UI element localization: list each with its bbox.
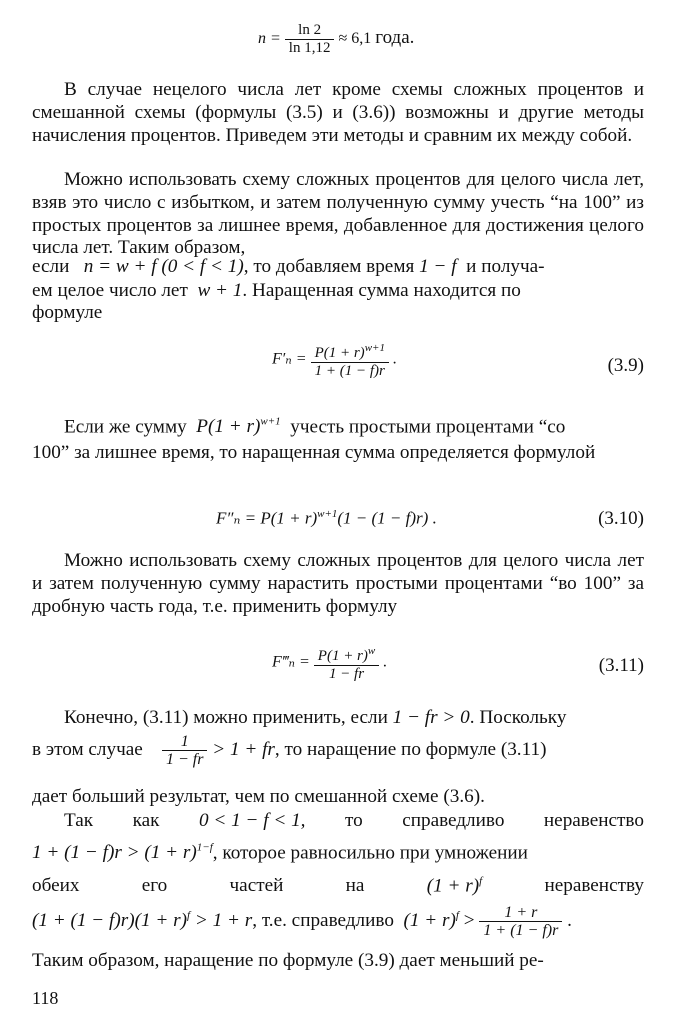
paragraph-2: Можно использовать схему сложных процентов для целого числа лет, взяв это число с избытком, и затем полученную сумму учесть “на 100” из простых процентов за лишнее время, добавленное для достижения целого числа лет. Таким образом,	[32, 169, 644, 259]
paragraph-7-line-1: Таким образом, наращение по формуле (3.9) дает меньший ре-	[32, 950, 544, 971]
paragraph-5-line-3: дает больший результат, чем по смешанной схеме (3.6).	[32, 786, 485, 807]
equation-label-3-11: (3.11)	[598, 655, 644, 676]
paragraph-2-line-5: если n = w + f (0 < f < 1), то добавляем время 1 − f и получа-	[32, 256, 545, 277]
equation-3-11: F‴ₙ = $\frac{P(1 + r)^w}{1 - fr}$ .	[272, 645, 388, 682]
page-number: 118	[32, 988, 59, 1008]
paragraph-6-line-1: Так как 0 < 1 − f < 1, то справедливо неравенство	[64, 810, 644, 831]
paragraph-5-line-2: в этом случае $\frac{1}{1 - fr}$ > 1 + fr, то наращение по формуле (3.11)	[32, 733, 547, 768]
equation-3-10: $F''_n = P(1 + r)^{w+1}(1 - (1 - f)r)$ .	[216, 508, 437, 528]
paragraph-2-line-6: ем целое число лет w + 1. Наращенная сумма находится по	[32, 280, 521, 301]
paragraph-6-line-3: обеих его частей на $(1 + r)^f$ неравенству	[32, 875, 644, 897]
paragraph-4: Можно использовать схему сложных процентов для целого числа лет и затем полученную сумму нарастить простыми процентами “во 100” за дробную часть года, т.е. применить формулу	[32, 550, 644, 617]
paragraph-1: В случае нецелого числа лет кроме схемы сложных процентов и смешанной схемы (формулы (3.5) и (3.6)) возможны и другие методы начисления процентов. Приведем эти методы и сравним их между собой.	[32, 79, 644, 146]
equation-label-3-9: (3.9)	[607, 355, 644, 376]
paragraph-3: 100” за лишнее время, то наращенная сумма определяется формулой	[32, 442, 596, 463]
paragraph-5-line-1: Конечно, (3.11) можно применить, если 1 − fr > 0. Поскольку	[64, 707, 567, 728]
paragraph-6-line-4: $(1 + (1 - f)r)(1 + r)^f > 1 + r$, т.е. справедливо $(1 + r)^f$ > $\frac{1 + r}{1 + (1 - f)r}$ .	[32, 904, 572, 939]
equation-label-3-10: (3.10)	[598, 508, 644, 529]
paragraph-6-line-2: $1 + (1 - f)r > (1 + r)^{1-f}$, которое равносильно при умножении	[32, 842, 528, 864]
equation-3-9: F′ₙ = $\frac{P(1 + r)^{w+1}}{1 + (1 - f)r}$ .	[272, 342, 397, 379]
paragraph-3-line-1: Если же сумму $P(1 + r)^{w+1}$ учесть простыми процентами “со	[64, 416, 566, 438]
equation-years: n = $\frac{\ln 2}{\ln 1,12}$ ≈ 6,1 года.	[258, 22, 415, 56]
paragraph-2-line-7: формуле	[32, 302, 103, 323]
